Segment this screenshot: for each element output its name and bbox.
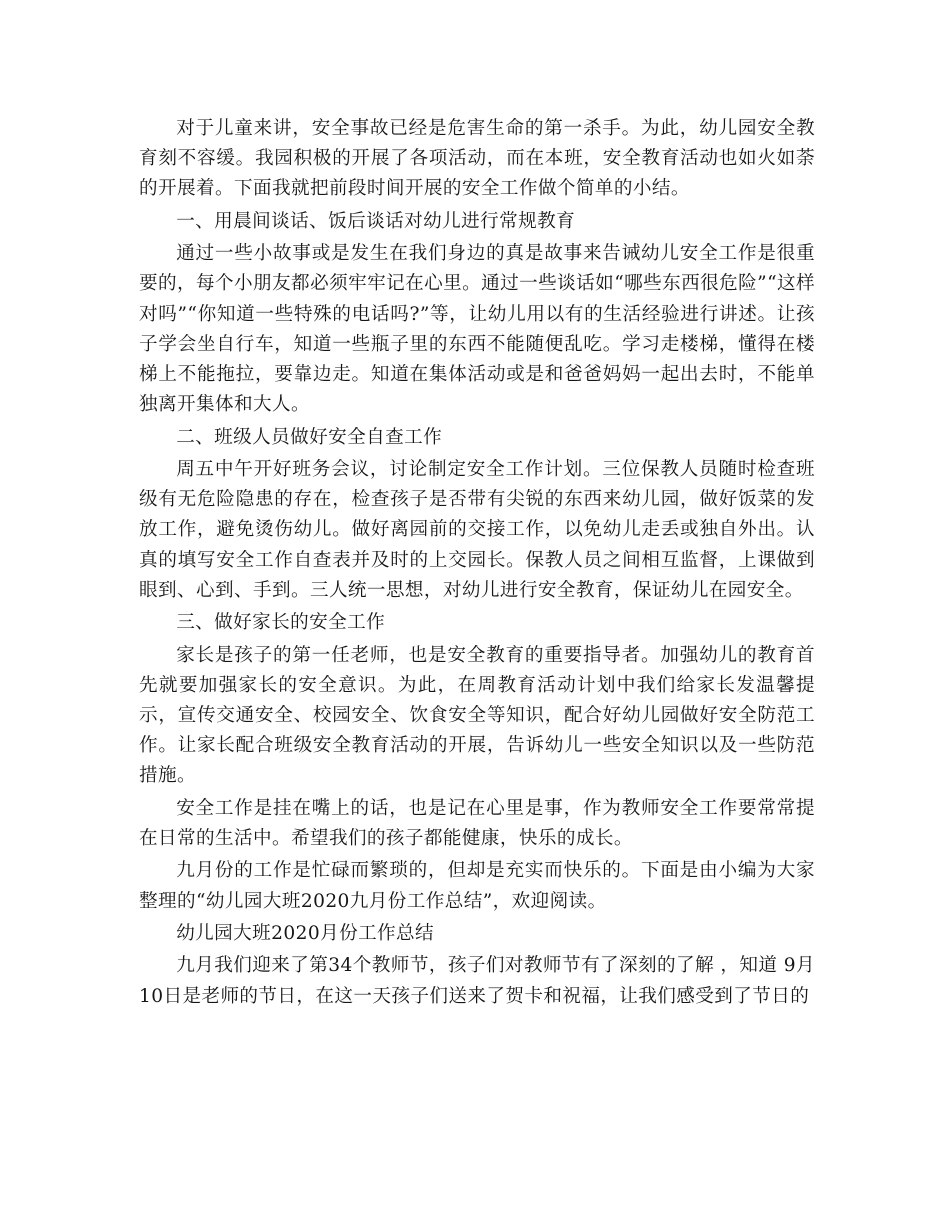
section-heading-3: 三、做好家长的安全工作	[176, 612, 386, 634]
section-paragraph-1: 通过一些小故事或是发生在我们身边的真是故事来告诫幼儿安全工作是很重要的，每个小朋友都必须牢牢记在心里。通过一些谈话如“哪些东西很危险”“这样对吗”“你知道一些特殊的电话吗?”等，让幼儿用以有的生活经验进行讲述。让孩子学会坐自行车，知道一些瓶子里的东西不能随便乱吃。学习走楼梯，懂得在楼梯上不能拖拉，要靠边走。知道在集体活动或是和爸爸妈妈一起出去时，不能单独离开集体和大人。	[139, 243, 815, 416]
section-heading-1: 一、用晨间谈话、饭后谈话对幼儿进行常规教育	[176, 210, 576, 232]
transition-paragraph: 九月份的工作是忙碌而繁琐的，但却是充实而快乐的。下面是由小编为大家整理的“幼儿园大班2020九月份工作总结”，欢迎阅读。	[139, 860, 815, 912]
section-paragraph-2: 周五中午开好班务会议，讨论制定安全工作计划。三位保教人员随时检查班级有无危险隐患的存在，检查孩子是否带有尖锐的东西来幼儿园，做好饭菜的发放工作，避免烫伤幼儿。做好离园前的交接工作，以免幼儿走丢或独自外出。认真的填写安全工作自查表并及时的上交园长。保教人员之间相互监督，上课做到眼到、心到、手到。三人统一思想，对幼儿进行安全教育，保证幼儿在园安全。	[139, 458, 815, 601]
intro-paragraph: 对于儿童来讲，安全事故已经是危害生命的第一杀手。为此，幼儿园安全教育刻不容缓。我园积极的开展了各项活动，而在本班，安全教育活动也如火如荼的开展着。下面我就把前段时间开展的安全工作做个简单的小结。	[139, 118, 815, 200]
second-article-title: 幼儿园大班2020月份工作总结	[176, 922, 435, 944]
document-body	[139, 114, 815, 1014]
second-article-paragraph: 九月我们迎来了第34个教师节，孩子们对教师节有了深刻的了解 ，知道 9月10日是老师的节日，在这一天孩子们送来了贺卡和祝福，让我们感受到了节日的	[139, 955, 815, 1007]
section-paragraph-3: 家长是孩子的第一任老师，也是安全教育的重要指导者。加强幼儿的教育首先就要加强家长的安全意识。为此，在周教育活动计划中我们给家长发温馨提示，宣传交通安全、校园安全、饮食安全等知识，配合好幼儿园做好安全防范工作。让家长配合班级安全教育活动的开展，告诉幼儿一些安全知识以及一些防范措施。	[139, 644, 815, 787]
section-heading-2: 二、班级人员做好安全自查工作	[176, 426, 443, 448]
closing-paragraph: 安全工作是挂在嘴上的话，也是记在心里是事，作为教师安全工作要常常提在日常的生活中。希望我们的孩子都能健康，快乐的成长。	[139, 797, 815, 849]
